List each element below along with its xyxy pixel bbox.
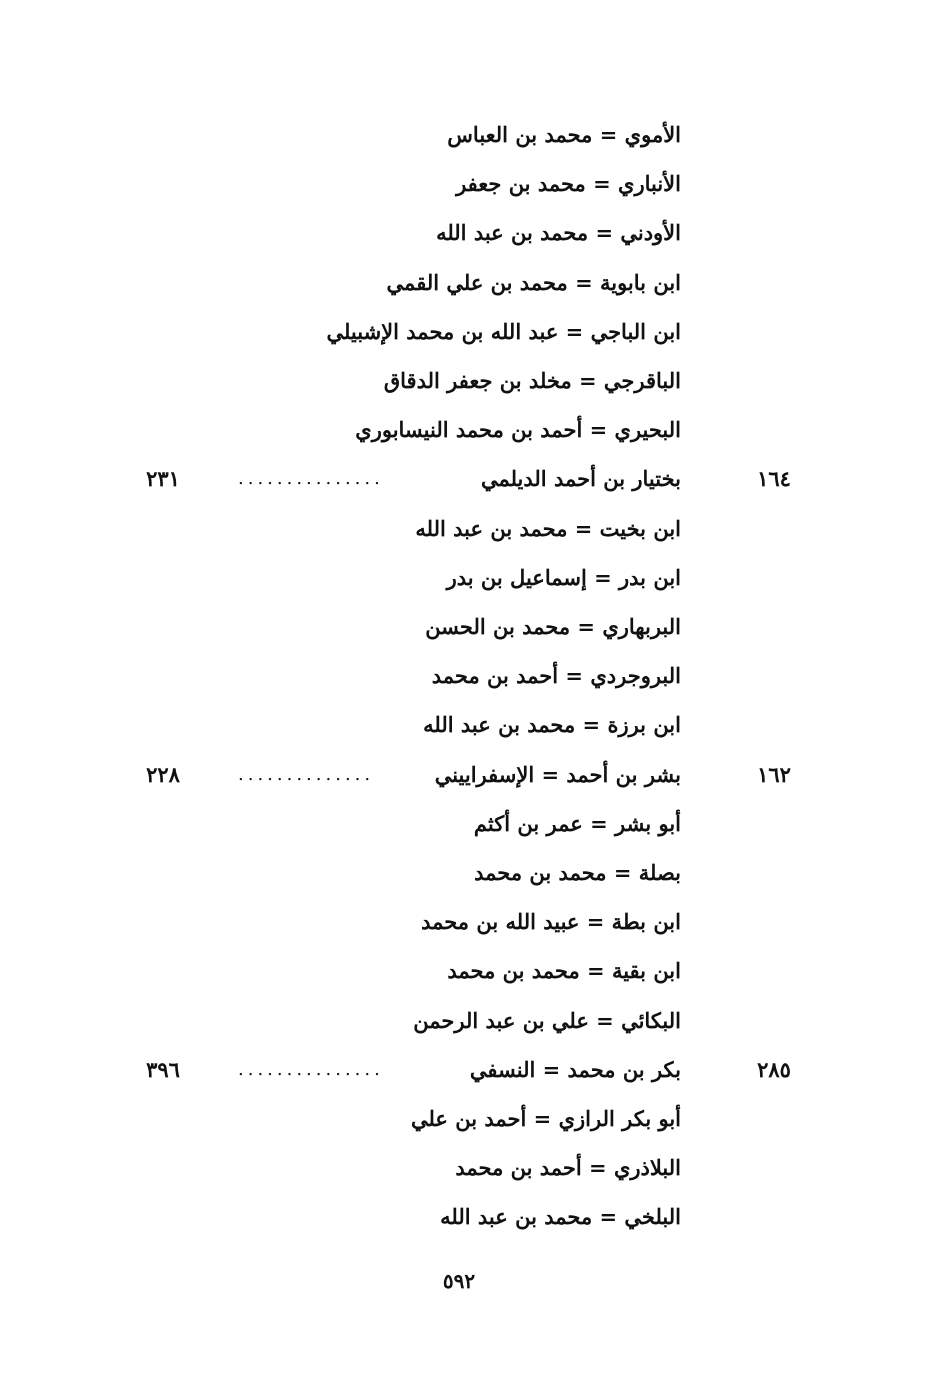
entry-text: البلخي = محمد بن عبد الله (440, 1204, 681, 1229)
entry-text: بختيار بن أحمد الديلمي (480, 466, 681, 491)
index-entry (0, 160, 939, 208)
index-entry (0, 898, 939, 946)
entry-text: بكر بن محمد = النسفي (469, 1057, 681, 1082)
entry-text: ابن الباجي = عبد الله بن محمد الإشبيلي (326, 319, 681, 344)
entry-text: الباقرجي = مخلد بن جعفر الدقاق (383, 368, 681, 393)
index-entry (0, 849, 939, 897)
index-entry (0, 603, 939, 651)
entry-text: ابن بقية = محمد بن محمد (447, 958, 681, 983)
entry-text: الأموي = محمد بن العباس (447, 122, 681, 147)
index-entry (0, 209, 939, 257)
entry-text: ابن بابوية = محمد بن علي القمي (386, 270, 681, 295)
index-entry (0, 751, 939, 799)
entry-text: البربهاري = محمد بن الحسن (425, 614, 681, 639)
entry-text: ابن بطة = عبيد الله بن محمد (421, 909, 681, 934)
index-entry (0, 455, 939, 503)
entry-page-ref: ١٦٢ (757, 762, 791, 787)
index-entry (0, 259, 939, 307)
entry-text: البروجردي = أحمد بن محمد (431, 663, 681, 688)
entry-page-ref: ٢٨٥ (757, 1057, 791, 1082)
entry-text: البلاذري = أحمد بن محمد (455, 1155, 681, 1180)
entry-text: أبو بكر الرازي = أحمد بن علي (410, 1106, 681, 1131)
index-entry (0, 652, 939, 700)
entry-item-number: ٣٩٦ (146, 1057, 180, 1082)
entry-leader-dots: ............... (238, 468, 384, 489)
entry-leader-dots: .............. (238, 764, 375, 785)
entry-text: بشر بن أحمد = الإسفراييني (434, 762, 681, 787)
entry-item-number: ٢٢٨ (146, 762, 180, 787)
entry-text: الأودني = محمد بن عبد الله (436, 220, 681, 245)
index-entry (0, 947, 939, 995)
entry-text: البكائي = علي بن عبد الرحمن (413, 1008, 681, 1033)
entry-leader-dots: ............... (238, 1059, 384, 1080)
entry-text: ابن برزة = محمد بن عبد الله (423, 712, 681, 737)
index-entry (0, 701, 939, 749)
index-entry (0, 111, 939, 159)
index-entry (0, 1193, 939, 1241)
entry-text: الأنباري = محمد بن جعفر (456, 171, 681, 196)
index-entry (0, 406, 939, 454)
index-entry (0, 357, 939, 405)
index-entry (0, 997, 939, 1045)
index-entry (0, 1046, 939, 1094)
index-entry (0, 554, 939, 602)
entry-text: البحيري = أحمد بن محمد النيسابوري (355, 417, 681, 442)
index-entry (0, 505, 939, 553)
page-number: ٥٩٢ (442, 1269, 476, 1293)
entry-text: بصلة = محمد بن محمد (474, 860, 681, 885)
index-entry (0, 1144, 939, 1192)
index-entry (0, 308, 939, 356)
entry-text: أبو بشر = عمر بن أكثم (473, 811, 681, 836)
entry-text: ابن بدر = إسماعيل بن بدر (446, 565, 681, 590)
index-entry (0, 800, 939, 848)
entry-item-number: ٢٣١ (146, 466, 180, 491)
index-entry (0, 1095, 939, 1143)
entry-text: ابن بخيت = محمد بن عبد الله (415, 516, 681, 541)
entry-page-ref: ١٦٤ (757, 466, 791, 491)
